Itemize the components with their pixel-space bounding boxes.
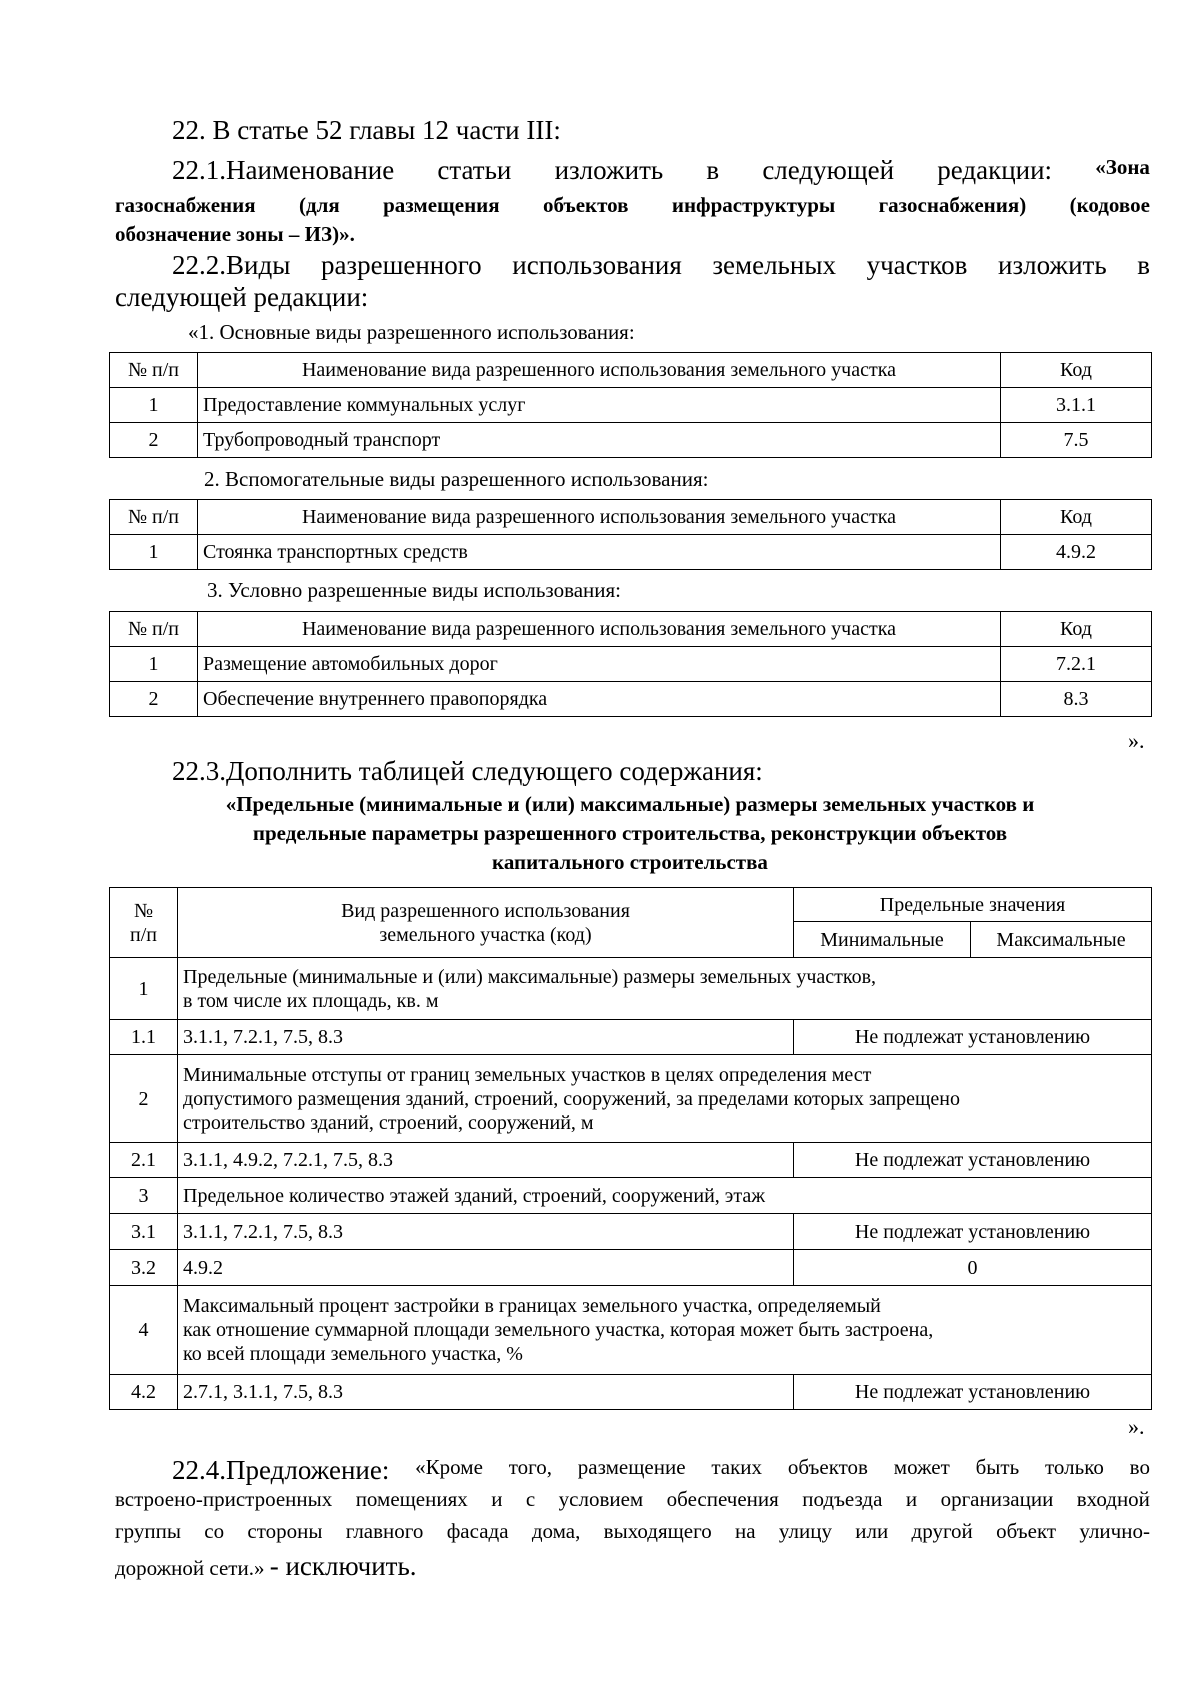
item-22-2-line-1 <box>172 250 1150 281</box>
word: или <box>855 1519 889 1543</box>
word: разрешенного <box>320 250 482 280</box>
item-22-1-line-2 <box>115 193 1150 218</box>
table-header-row <box>110 888 1152 922</box>
word: дома, <box>531 1519 581 1543</box>
row-codes: 2.7.1, 3.1.1, 7.5, 8.3 <box>178 1375 794 1410</box>
table-row <box>110 1020 1152 1055</box>
item-22-1-line-3: обозначение зоны – ИЗ)». <box>115 222 355 246</box>
header-code: Код <box>1001 353 1152 388</box>
row-code: 3.1.1 <box>1001 388 1152 423</box>
table-row <box>110 535 1152 570</box>
quote-close: ». <box>1128 728 1145 753</box>
header-num <box>110 888 178 958</box>
row-text-line: Предельное количество этажей зданий, строений, сооружений, этаж <box>183 1184 766 1207</box>
row-value: 0 <box>794 1250 1152 1286</box>
word: газоснабжения) <box>878 193 1027 217</box>
header-code: Код <box>1001 612 1152 647</box>
row-name: Трубопроводный транспорт <box>198 423 1001 458</box>
row-text-line: Минимальные отступы от границ земельных участков в целях определения мест <box>183 1063 872 1086</box>
word: организации <box>940 1487 1054 1511</box>
item-22-1-line-1 <box>172 155 1150 186</box>
header-num: № п/п <box>110 353 198 388</box>
row-text <box>178 958 1152 1020</box>
word: объектов <box>543 193 629 217</box>
table-row <box>110 1055 1152 1143</box>
header-num-line: № <box>133 899 154 922</box>
word: быть <box>975 1455 1020 1479</box>
word: стороны <box>247 1519 323 1543</box>
table-row <box>110 1250 1152 1286</box>
word: участков <box>866 250 968 280</box>
row-text-line: Предельные (минимальные и (или) максимальные) размеры земельных участков, <box>183 965 877 988</box>
word: в <box>706 155 720 185</box>
word: следующей <box>762 155 895 185</box>
table-row <box>110 1286 1152 1375</box>
header-kind <box>178 888 794 958</box>
word: (для <box>298 193 340 217</box>
row-codes: 4.9.2 <box>178 1250 794 1286</box>
row-code: 7.5 <box>1001 423 1152 458</box>
row-num: 4.2 <box>110 1375 178 1410</box>
table-header-row <box>110 500 1152 535</box>
header-min: Минимальные <box>794 922 971 958</box>
word: «Зона <box>1095 155 1150 179</box>
word: редакции: <box>937 155 1053 185</box>
row-num: 1 <box>110 647 198 682</box>
word: группы <box>115 1519 181 1543</box>
word: другой <box>911 1519 973 1543</box>
row-num: 4 <box>110 1286 178 1375</box>
row-code: 8.3 <box>1001 682 1152 717</box>
row-text <box>178 1178 1152 1214</box>
word: улично- <box>1079 1519 1150 1543</box>
word: «Кроме <box>415 1455 483 1479</box>
limits-title-3: капитального строительства <box>492 850 768 874</box>
table-row <box>110 423 1152 458</box>
row-num: 1.1 <box>110 1020 178 1055</box>
row-name: Стоянка транспортных средств <box>198 535 1001 570</box>
row-code: 7.2.1 <box>1001 647 1152 682</box>
word: в <box>1137 250 1150 280</box>
section-heading: 22. В статье 52 главы 12 части III: <box>172 115 561 145</box>
word: статьи <box>437 155 512 185</box>
limits-table <box>109 887 1152 1410</box>
item-22-4-line-2 <box>115 1487 1150 1512</box>
row-num: 1 <box>110 535 198 570</box>
word: инфраструктуры <box>671 193 836 217</box>
row-value: Не подлежат установлению <box>794 1375 1152 1410</box>
header-code: Код <box>1001 500 1152 535</box>
table-row <box>110 682 1152 717</box>
word: выходящего <box>603 1519 712 1543</box>
word: и <box>905 1487 918 1511</box>
main-uses-title: «1. Основные виды разрешенного использования: <box>188 320 635 344</box>
word: со <box>204 1519 225 1543</box>
word: 22.1.Наименование <box>172 155 395 185</box>
item-22-4-quote-end: дорожной сети.» <box>115 1556 270 1580</box>
header-name: Наименование вида разрешенного использования земельного участка <box>198 612 1001 647</box>
table-row <box>110 1214 1152 1250</box>
item-22-4-line-1 <box>172 1455 1150 1486</box>
word: (кодовое <box>1069 193 1150 217</box>
row-num: 2 <box>110 423 198 458</box>
word: использования <box>512 250 682 280</box>
header-max: Максимальные <box>971 922 1152 958</box>
row-codes: 3.1.1, 7.2.1, 7.5, 8.3 <box>178 1020 794 1055</box>
table-header-row <box>110 353 1152 388</box>
row-code: 4.9.2 <box>1001 535 1152 570</box>
row-text-line: в том числе их площадь, кв. м <box>183 989 439 1012</box>
row-name: Обеспечение внутреннего правопорядка <box>198 682 1001 717</box>
header-name: Наименование вида разрешенного использования земельного участка <box>198 500 1001 535</box>
item-22-4-exclude: - исключить. <box>269 1551 417 1581</box>
header-kind-line: земельного участка (код) <box>379 923 592 946</box>
word: во <box>1129 1455 1150 1479</box>
row-name: Предоставление коммунальных услуг <box>198 388 1001 423</box>
aux-uses-title: 2. Вспомогательные виды разрешенного использования: <box>204 467 709 491</box>
word: изложить <box>998 250 1107 280</box>
header-values: Предельные значения <box>794 888 1152 922</box>
table-row <box>110 958 1152 1020</box>
word: таких <box>711 1455 763 1479</box>
header-num-line: п/п <box>130 923 157 946</box>
header-num: № п/п <box>110 500 198 535</box>
row-num: 2.1 <box>110 1143 178 1178</box>
row-name: Размещение автомобильных дорог <box>198 647 1001 682</box>
row-num: 3.1 <box>110 1214 178 1250</box>
row-text <box>178 1055 1152 1143</box>
table-row <box>110 1375 1152 1410</box>
word: встроено-пристроенных <box>115 1487 333 1511</box>
word: главного <box>345 1519 424 1543</box>
word: помещениях <box>355 1487 468 1511</box>
row-num: 1 <box>110 958 178 1020</box>
header-kind-line: Вид разрешенного использования <box>341 899 630 922</box>
word: и <box>491 1487 503 1511</box>
row-num: 2 <box>110 682 198 717</box>
row-text-line: как отношение суммарной площади земельного участка, которая может быть застроена, <box>183 1319 934 1341</box>
item-22-3: 22.3.Дополнить таблицей следующего содержания: <box>172 756 763 786</box>
row-value: Не подлежат установлению <box>794 1214 1152 1250</box>
word: объектов <box>787 1455 868 1479</box>
word: 22.2.Виды <box>172 250 291 280</box>
row-codes: 3.1.1, 4.9.2, 7.2.1, 7.5, 8.3 <box>178 1143 794 1178</box>
header-name: Наименование вида разрешенного использования земельного участка <box>198 353 1001 388</box>
main-uses-table <box>109 352 1152 458</box>
word: газоснабжения <box>115 193 256 217</box>
word: размещения <box>383 193 500 217</box>
row-text-line: ко всей площади земельного участка, % <box>183 1343 523 1365</box>
word: подъезда <box>802 1487 883 1511</box>
row-codes: 3.1.1, 7.2.1, 7.5, 8.3 <box>178 1214 794 1250</box>
header-num: № п/п <box>110 612 198 647</box>
word: может <box>893 1455 950 1479</box>
table-row <box>110 1178 1152 1214</box>
table-row <box>110 388 1152 423</box>
row-text <box>178 1286 1152 1375</box>
row-value: Не подлежат установлению <box>794 1020 1152 1055</box>
limits-title-1: «Предельные (минимальные и (или) максимальные) размеры земельных участков и <box>225 792 1035 816</box>
word: с <box>525 1487 536 1511</box>
table-header-row <box>110 612 1152 647</box>
row-num: 3 <box>110 1178 178 1214</box>
word: условием <box>558 1487 644 1511</box>
word: земельных <box>712 250 836 280</box>
cond-uses-title: 3. Условно разрешенные виды использования: <box>207 578 622 602</box>
row-num: 3.2 <box>110 1250 178 1286</box>
item-22-2-line-2: следующей редакции: <box>115 282 369 312</box>
word: на <box>735 1519 756 1543</box>
word: размещение <box>577 1455 686 1479</box>
cond-uses-table <box>109 611 1152 717</box>
word: обеспечения <box>666 1487 779 1511</box>
word: улицу <box>778 1519 832 1543</box>
word: изложить <box>554 155 664 185</box>
row-text-line: Максимальный процент застройки в границах земельного участка, определяемый <box>183 1295 881 1317</box>
row-num: 1 <box>110 388 198 423</box>
limits-title-2: предельные параметры разрешенного строительства, реконструкции объектов <box>252 821 1008 845</box>
word: фасада <box>446 1519 509 1543</box>
table-row <box>110 647 1152 682</box>
row-value: Не подлежат установлению <box>794 1143 1152 1178</box>
quote-close-2: ». <box>1128 1414 1145 1439</box>
word: того, <box>508 1455 552 1479</box>
word: входной <box>1076 1487 1150 1511</box>
word: объект <box>996 1519 1057 1543</box>
item-22-4-line-3 <box>115 1519 1150 1544</box>
aux-uses-table <box>109 499 1152 570</box>
row-text-line: допустимого размещения зданий, строений, сооружений, за пределами которых запрещено <box>183 1087 960 1110</box>
item-22-4-line-4 <box>115 1551 417 1582</box>
row-text-line: строительство зданий, строений, сооружений, м <box>183 1111 594 1134</box>
row-num: 2 <box>110 1055 178 1143</box>
word: 22.4.Предложение: <box>172 1455 390 1485</box>
table-row <box>110 1143 1152 1178</box>
word: только <box>1045 1455 1104 1479</box>
